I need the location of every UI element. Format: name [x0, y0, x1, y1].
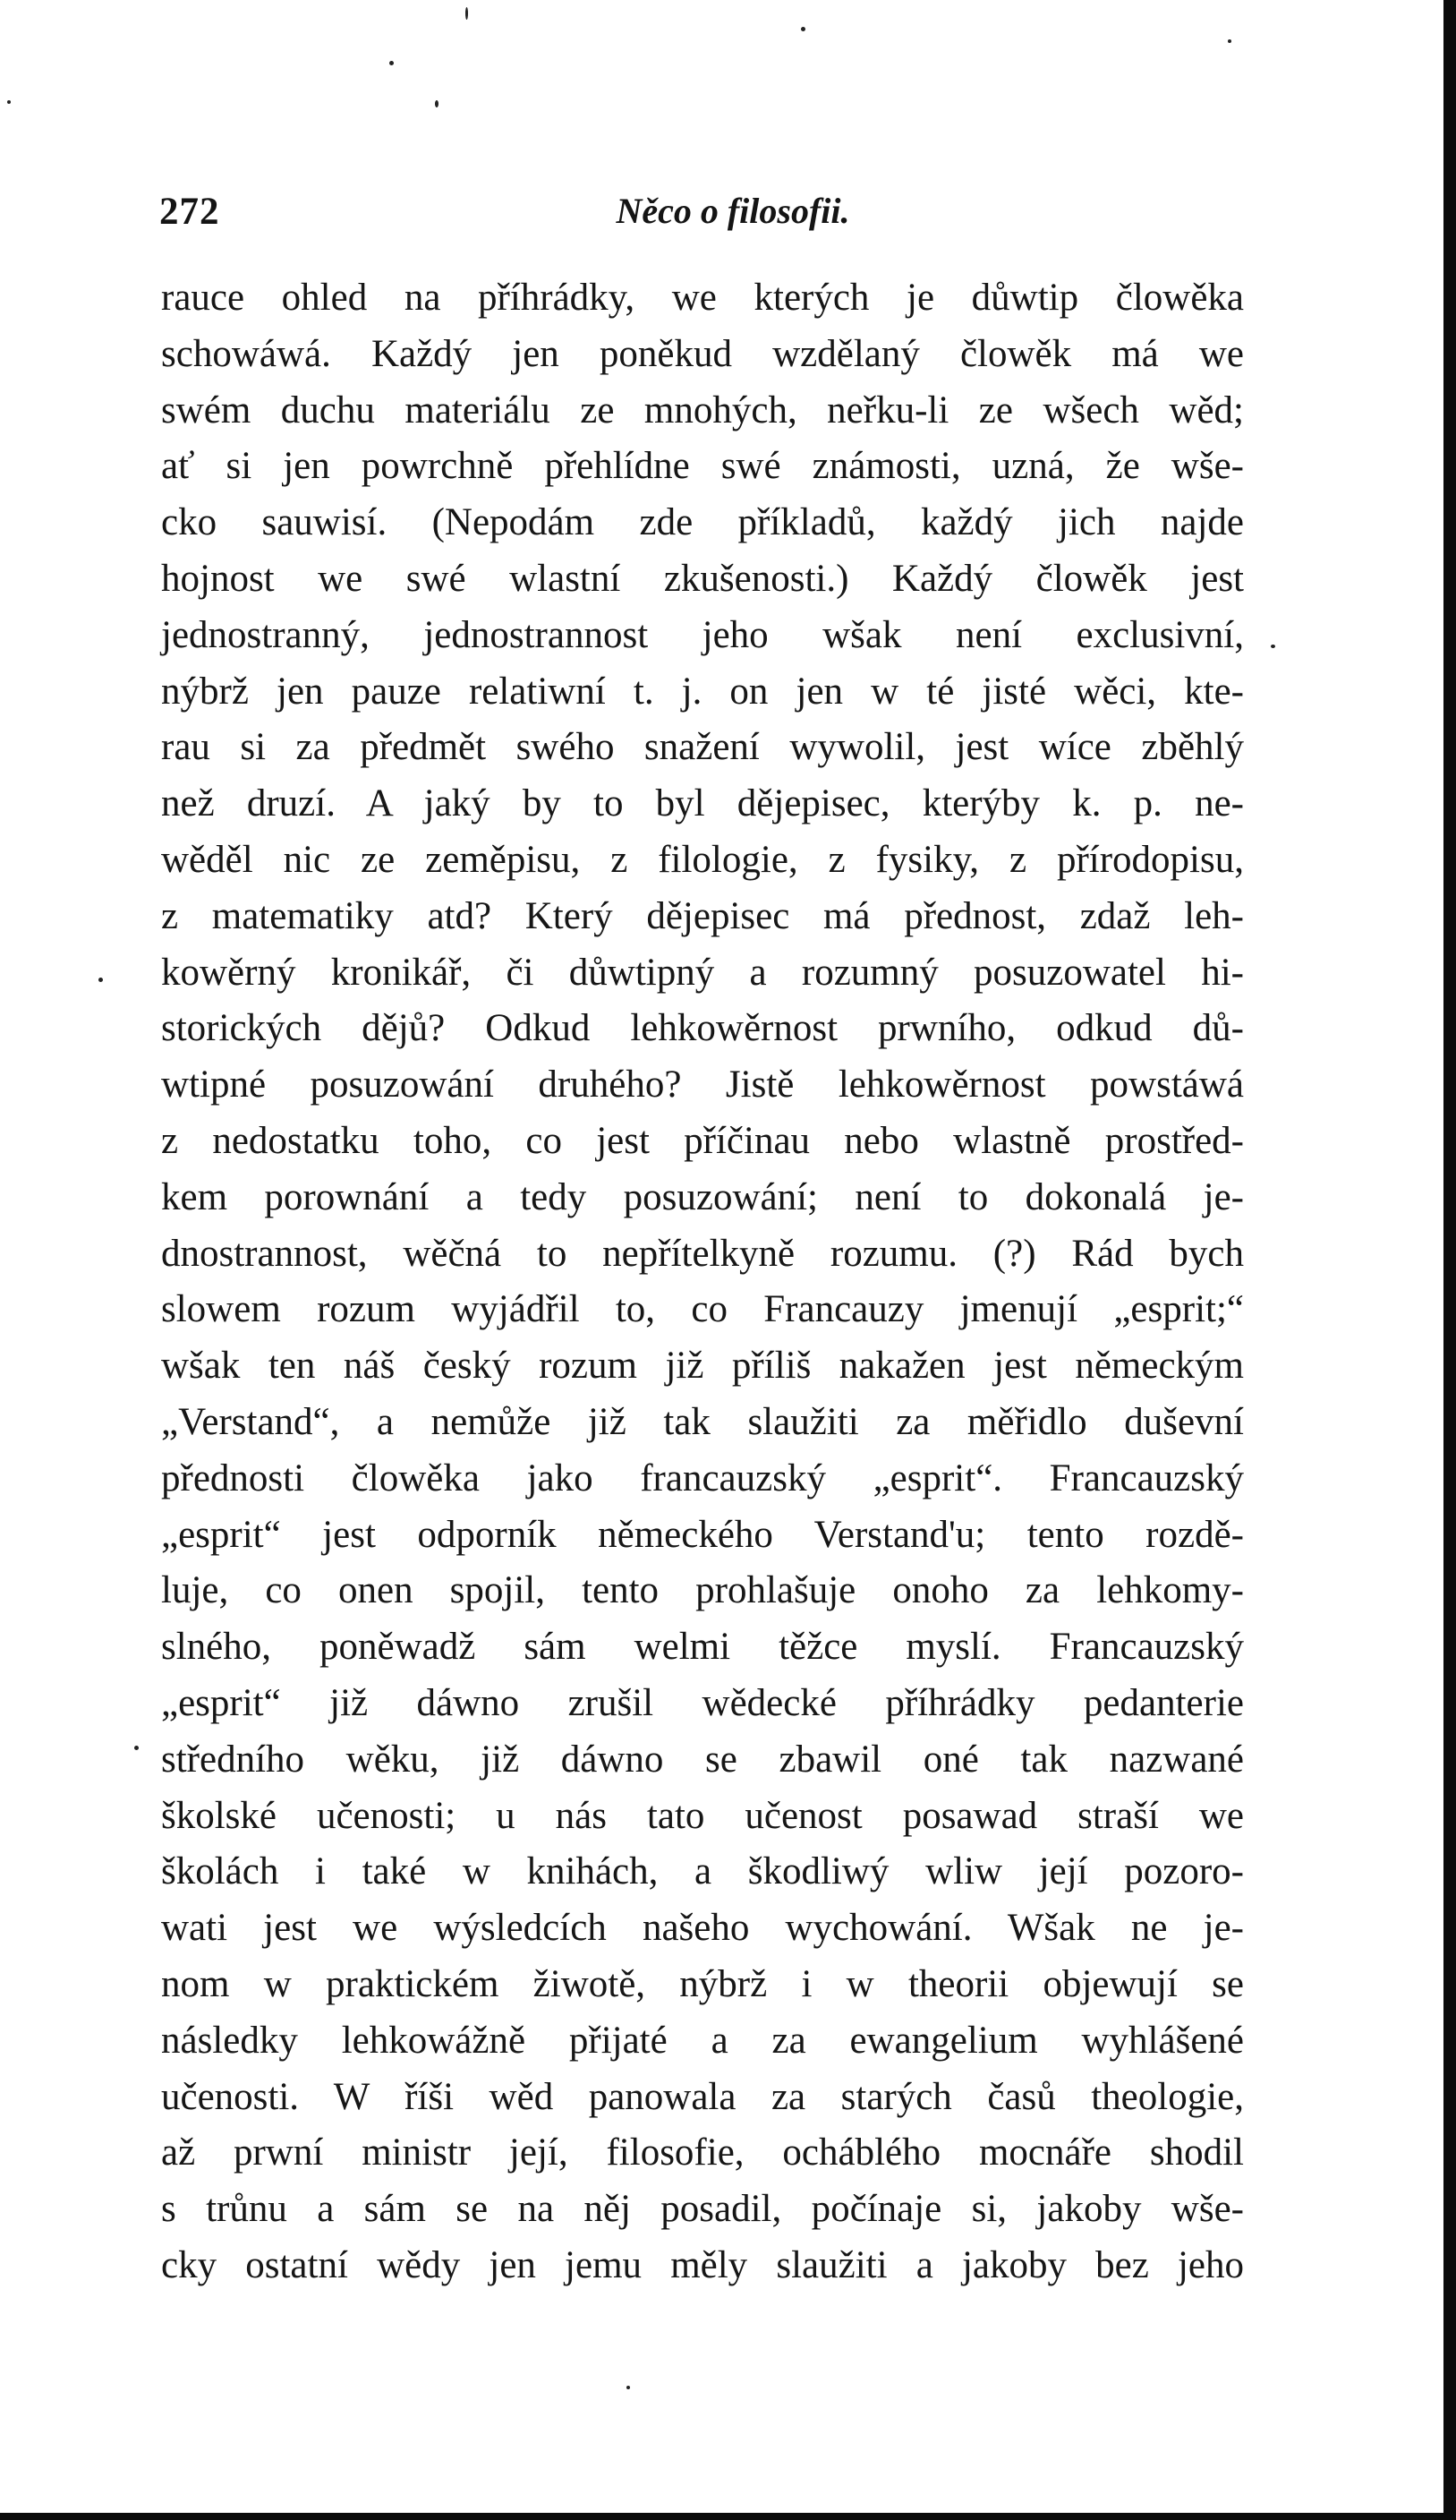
text-line: nom w praktickém žiwotě, nýbrž i w theorii objewují se [161, 1962, 1244, 2005]
text-line: slného, poněwadž sám welmi těžce myslí. Francauzský [161, 1626, 1244, 1669]
text-line: přednosti člowěka jako francauzský „esprit“. Francauzský [161, 1456, 1244, 1499]
text-line: z nedostatku toho, co jest příčinau nebo wlastně prostřed- [161, 1119, 1244, 1162]
dust-speck [626, 2386, 630, 2389]
running-head: Něco o filosofii. [616, 191, 850, 231]
text-line: cko sauwisí. (Nepodám zde příkladů, každý jich najde [161, 501, 1244, 544]
text-line: až prwní ministr její, filosofie, ocháblého mocnáře shodil [161, 2131, 1244, 2174]
page-header [159, 190, 1244, 243]
body-text [161, 270, 1244, 2294]
text-line: následky lehkowážně přijaté a za ewangelium wyhlášené [161, 2019, 1244, 2062]
dust-speck [134, 1746, 139, 1750]
text-line: luje, co onen spojil, tento prohlašuje onoho za lehkomy- [161, 1569, 1244, 1612]
text-line: kowěrný kronikář, či důwtipný a rozumný posuzowatel hi- [161, 951, 1244, 994]
text-line: storických dějů? Odkud lehkowěrnost prwního, odkud dů- [161, 1007, 1244, 1050]
text-line: „Verstand“, a nemůže již tak slaužiti za měřidlo duševní [161, 1400, 1244, 1443]
text-line: kem porownání a tedy posuzowání; není to dokonalá je- [161, 1175, 1244, 1218]
dust-speck [1271, 645, 1275, 648]
text-line: schowáwá. Každý jen poněkud wzdělaný člowěk má we [161, 332, 1244, 375]
text-line: školské učenosti; u nás tato učenost posawad straší we [161, 1794, 1244, 1837]
text-line: rauce ohled na příhrádky, we kterých je důwtip člowěka [161, 277, 1244, 319]
dust-speck [801, 27, 805, 31]
scan-edge-bottom [0, 2513, 1456, 2520]
text-line: středního wěku, již dáwno se zbawil oné tak nazwané [161, 1738, 1244, 1781]
text-line: wšak ten náš český rozum již příliš nakažen jest německým [161, 1345, 1244, 1388]
text-line: wati jest we wýsledcích našeho wychowání. Wšak ne je- [161, 1907, 1244, 1950]
text-line: wtipné posuzowání druhého? Jistě lehkowěrnost powstáwá [161, 1064, 1244, 1106]
dust-speck [435, 100, 439, 107]
text-line: dnostrannost, wěčná to nepřítelkyně rozumu. (?) Rád bych [161, 1232, 1244, 1275]
text-line: nýbrž jen pauze relatiwní t. j. on jen w té jisté wěci, kte- [161, 670, 1244, 713]
text-line: školách i také w knihách, a škodliwý wliw její pozoro- [161, 1850, 1244, 1893]
text-line: ať si jen powrchně přehlídne swé známosti, uzná, že wše- [161, 445, 1244, 488]
text-line: cky ostatní wědy jen jemu měly slaužiti a jakoby bez jeho [161, 2243, 1244, 2286]
text-line: slowem rozum wyjádřil to, co Francauzy jmenují „esprit;“ [161, 1288, 1244, 1331]
text-line: wěděl nic ze zeměpisu, z filologie, z fysiky, z přírodopisu, [161, 838, 1244, 881]
text-line: než druzí. A jaký by to byl dějepisec, kterýby k. p. ne- [161, 782, 1244, 825]
text-line: učenosti. W říši wěd panowala za starých časů theologie, [161, 2075, 1244, 2118]
text-line: rau si za předmět swého snažení wywolil, jest wíce zběhlý [161, 726, 1244, 769]
scan-edge-right [1443, 0, 1456, 2520]
dust-speck [389, 61, 394, 65]
text-line: jednostranný, jednostrannost jeho wšak není exclusivní, [161, 613, 1244, 656]
dust-speck [1228, 39, 1231, 43]
text-line: „esprit“ již dáwno zrušil wědecké příhrádky pedanterie [161, 1681, 1244, 1724]
text-line: hojnost we swé wlastní zkušenosti.) Každý člowěk jest [161, 557, 1244, 600]
dust-speck [7, 100, 11, 104]
text-line: „esprit“ jest odporník německého Verstand'u; tento rozdě- [161, 1513, 1244, 1556]
dust-speck [465, 7, 468, 20]
dust-speck [98, 978, 103, 982]
text-line: z matematiky atd? Který dějepisec má přednost, zdaž leh- [161, 894, 1244, 937]
text-line: s trůnu a sám se na něj posadil, počínaje si, jakoby wše- [161, 2188, 1244, 2231]
page-number: 272 [159, 191, 220, 233]
text-line: swém duchu materiálu ze mnohých, neřku-li ze wšech wěd; [161, 389, 1244, 431]
